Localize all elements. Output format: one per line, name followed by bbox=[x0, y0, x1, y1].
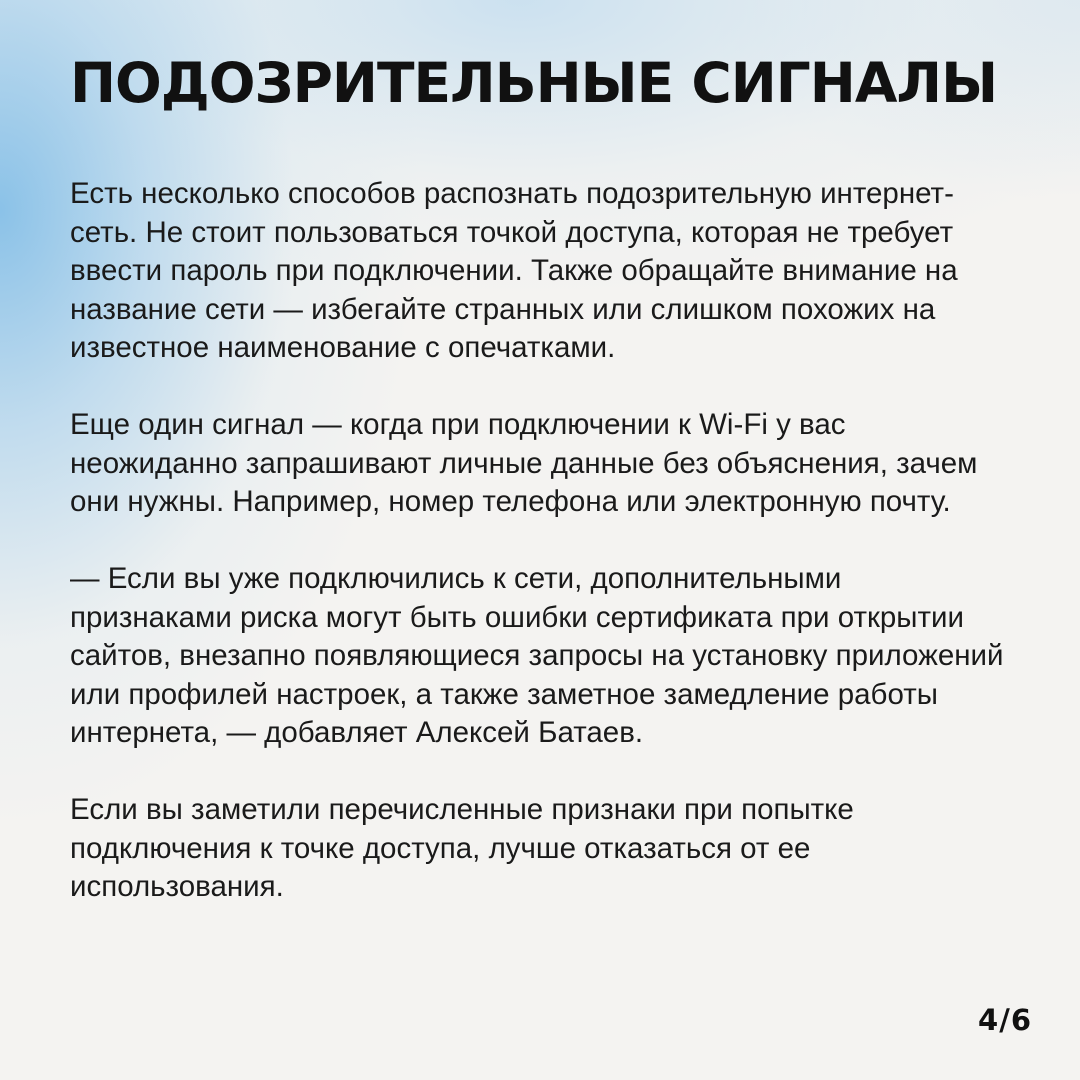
paragraph-1: Есть несколько способов распознать подозрительную интернет-сеть. Не стоит пользоваться точкой доступа, которая не требует ввести пароль при подключении. Также обращайте внимание на название сети — избегайте странных или слишком похожих на известное наименование с опечатками. bbox=[70, 177, 958, 364]
page-indicator: 4/6 bbox=[978, 1003, 1032, 1037]
paragraph-2: Еще один сигнал — когда при подключении к Wi-Fi у вас неожиданно запрашивают личные данные без объяснения, зачем они нужны. Например, номер телефона или электронную почту. bbox=[70, 408, 978, 518]
paragraph-4: Если вы заметили перечисленные признаки при попытке подключения к точке доступа, лучше отказаться от ее использования. bbox=[70, 793, 854, 903]
paragraph-3: — Если вы уже подключились к сети, дополнительными признаками риска могут быть ошибки сертификата при открытии сайтов, внезапно появляющиеся запросы на установку приложений или профилей настроек, а также заметное замедление работы интернета, — добавляет Алексей Батаев. bbox=[70, 562, 1004, 749]
slide-title: ПОДОЗРИТЕЛЬНЫЕ СИГНАЛЫ bbox=[70, 51, 998, 115]
slide-body bbox=[70, 175, 1005, 907]
